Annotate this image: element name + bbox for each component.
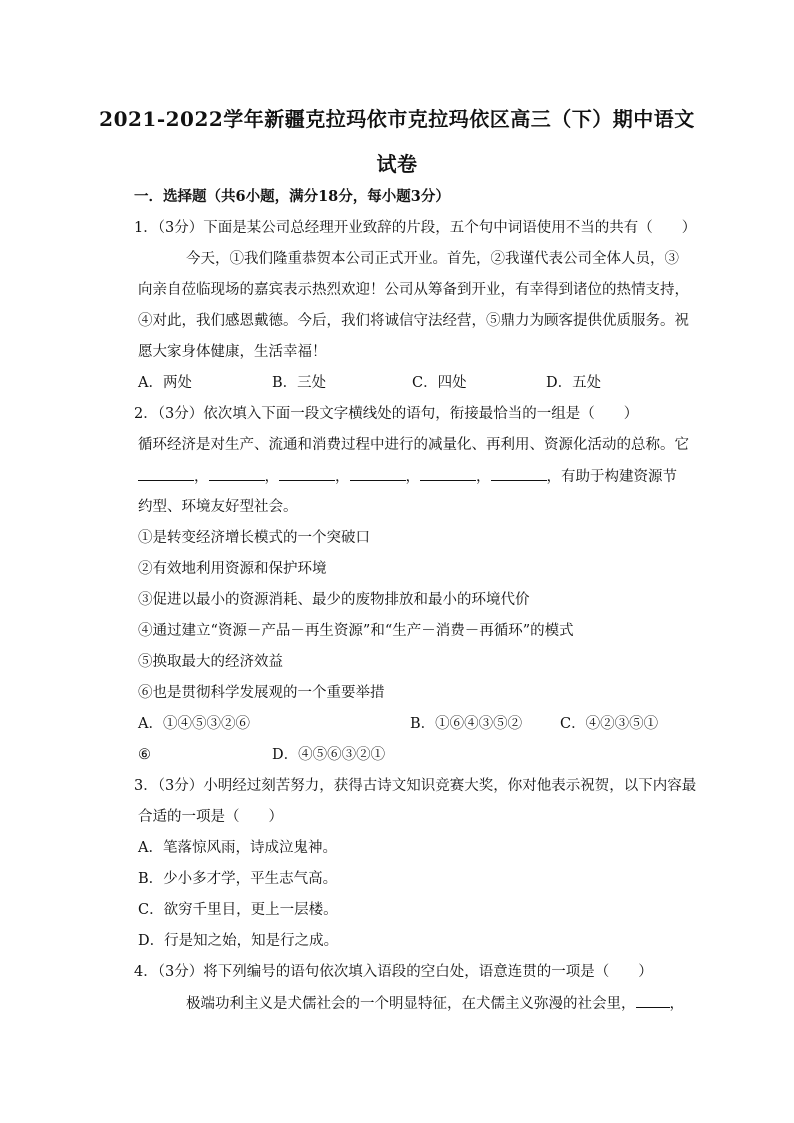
comma: ， xyxy=(669,996,684,1012)
q2-option-a: A．①④⑤③②⑥ xyxy=(138,716,250,732)
q2-passage-line1: 循环经济是对生产、流通和消费过程中进行的减量化、再利用、资源化活动的总称。它 xyxy=(138,437,689,453)
exam-title-line1: 2021-2022学年新疆克拉玛依市克拉玛依区高三（下）期中语文 xyxy=(99,107,695,131)
q2-option-d: D．④⑤⑥③②① xyxy=(272,747,386,763)
q1-option-d: D．五处 xyxy=(546,375,602,391)
q2-item: ②有效地利用资源和保护环境 xyxy=(138,561,327,577)
q1-passage-line: 向亲自莅临现场的嘉宾表示热烈欢迎！公司从筹备到开业，有幸得到诸位的热情支持， xyxy=(138,282,689,298)
q2-option-c: C．④②③⑤① xyxy=(560,716,659,732)
q4-passage-line1 xyxy=(186,993,684,1014)
exam-title-line2: 试卷 xyxy=(376,152,418,176)
q1-passage-line: ④对此，我们感恩戴德。今后，我们将诚信守法经营，⑤鼎力为顾客提供优质服务。祝 xyxy=(138,313,689,329)
q2-item: ③促进以最小的资源消耗、最少的废物排放和最小的环境代价 xyxy=(138,592,530,608)
comma: ， xyxy=(335,469,350,485)
q1-passage-line: 愿大家身体健康，生活幸福！ xyxy=(138,344,327,360)
q2-item: ④通过建立“资源－产品－再生资源”和“生产－消费－再循环”的模式 xyxy=(138,623,574,639)
q1-stem: 1．（3分）下面是某公司总经理开业致辞的片段，五个句中词语使用不当的共有（ ） xyxy=(134,220,697,236)
answer-blank xyxy=(209,466,265,481)
q2-option-b: B．①⑥④③⑤② xyxy=(410,716,523,732)
q2-item: ⑥也是贯彻科学发展观的一个重要举措 xyxy=(138,685,385,701)
q3-option-c: C．欲穷千里目，更上一层楼。 xyxy=(138,902,338,918)
answer-blank xyxy=(636,993,670,1008)
comma: ， xyxy=(194,469,209,485)
q3-option-b: B．少小多才学，平生志气高。 xyxy=(138,871,338,887)
q2-item: ①是转变经济增长模式的一个突破口 xyxy=(138,530,370,546)
section-heading: 一．选择题（共6小题，满分18分，每小题3分） xyxy=(134,188,450,205)
q4-passage-text: 极端功利主义是犬儒社会的一个明显特征，在犬儒主义弥漫的社会里， xyxy=(186,996,636,1012)
q4-stem: 4．（3分）将下列编号的语句依次填入语段的空白处，语意连贯的一项是（ ） xyxy=(134,964,653,980)
q2-item: ⑤换取最大的经济效益 xyxy=(138,654,283,670)
q3-option-d: D．行是知之始，知是行之成。 xyxy=(138,933,339,949)
q1-option-a: A．两处 xyxy=(138,375,192,391)
answer-blank xyxy=(138,466,194,481)
q2-passage-line3: 约型、环境友好型社会。 xyxy=(138,499,298,515)
answer-blank xyxy=(279,466,335,481)
comma: ， xyxy=(264,469,279,485)
q1-option-c: C．四处 xyxy=(412,375,467,391)
q3-stem-line2: 合适的一项是（ ） xyxy=(138,809,283,825)
q3-stem-line1: 3．（3分）小明经过刻苦努力，获得古诗文知识竞赛大奖，你对他表示祝贺，以下内容最 xyxy=(134,778,697,794)
comma: ， xyxy=(405,469,420,485)
q1-passage-line: 今天，①我们隆重恭贺本公司正式开业。首先，②我谨代表公司全体人员，③ xyxy=(186,251,679,267)
q3-option-a: A．笔落惊风雨，诗成泣鬼神。 xyxy=(138,840,337,856)
q2-option-c-continued: ⑥ xyxy=(138,747,151,763)
answer-blank xyxy=(491,466,547,481)
comma: ， xyxy=(476,469,491,485)
q2-blanks-line xyxy=(138,466,677,487)
blank-line-tail: ，有助于构建资源节 xyxy=(546,469,677,485)
answer-blank xyxy=(350,466,406,481)
q2-stem: 2．（3分）依次填入下面一段文字横线处的语句，衔接最恰当的一组是（ ） xyxy=(134,406,639,422)
q1-option-b: B．三处 xyxy=(272,375,327,391)
answer-blank xyxy=(420,466,476,481)
